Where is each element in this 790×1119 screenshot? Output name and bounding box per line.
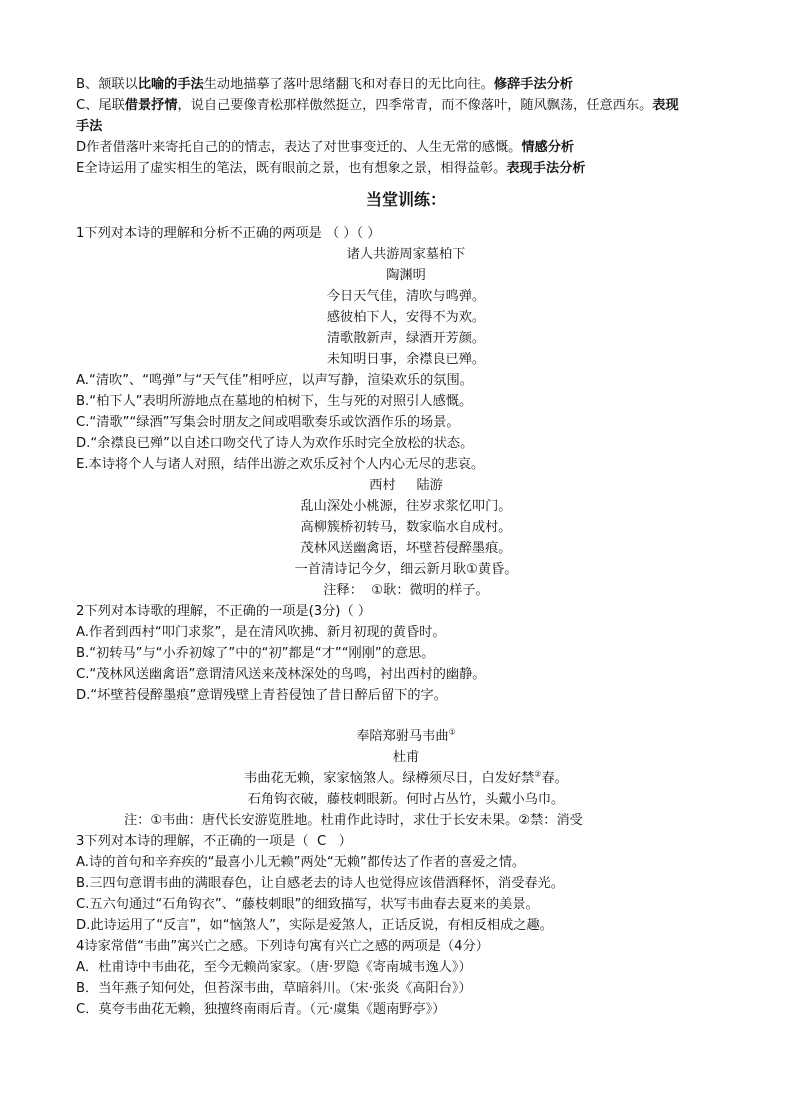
q3-option-c: C.五六句通过“石角钩衣”、“藤枝刺眼”的细致描写，状写韦曲春去夏来的美景。 [76, 897, 539, 912]
poem2-line: 茂林风送幽禽语，坏壁苔侵醉墨痕。 [300, 541, 512, 556]
q2-option-a: A.作者到西村“叩门求浆”，是在清风吹拂、新月初现的黄昏时。 [76, 625, 446, 640]
option-b-text: 生动地描摹了落叶思绪翻飞和对春日的无比向往。 [203, 77, 494, 92]
option-c-prefix: C、尾联 [76, 98, 125, 113]
poem3-author: 杜甫 [392, 750, 420, 765]
option-b-tag: 修辞手法分析 [493, 77, 573, 92]
poem3-line-1a: 韦曲花无赖，家家恼煞人。绿樽须尽日，白发好禁 [244, 771, 535, 786]
q1-poem-line: 清歌散新声，绿酒开芳颜。 [326, 331, 486, 346]
q2-option-b: B.“初转马”与“小乔初嫁了”中的“初”都是“才”“刚刚”的意思。 [76, 646, 435, 661]
q1-option-d: D.“余襟良已殚”以自述口吻交代了诗人为欢作乐时完全放松的状态。 [76, 436, 474, 451]
poem3-line-2: 石角钩衣破，藤枝刺眼新。何时占丛竹，头戴小乌巾。 [247, 792, 565, 807]
q1-poem-author: 陶渊明 [386, 268, 426, 283]
q3-stem: 3下列对本诗的理解，不正确的一项是（ C ） [76, 834, 352, 849]
option-e-tag: 表现手法分析 [506, 161, 586, 176]
q3-option-d: D.此诗运用了“反言”，如“恼煞人”，实际是爱煞人，正话反说，有相反相成之趣。 [76, 918, 553, 933]
option-c-keyword: 借景抒情 [124, 98, 178, 113]
q1-poem-line: 感彼柏下人，安得不为欢。 [326, 310, 486, 325]
option-b [76, 74, 736, 95]
q3-option-b: B.三四句意谓韦曲的满眼春色，让自感老去的诗人也觉得应该借酒释怀，消受春光。 [76, 876, 564, 891]
section-title: 当堂训练： [365, 190, 446, 209]
option-d-tag: 情感分析 [521, 140, 575, 155]
q1-poem-line: 今日天气佳，清吹与鸣弹。 [326, 289, 486, 304]
option-e-text: E全诗运用了虚实相生的笔法，既有眼前之景，也有想象之景，相得益彰。 [76, 161, 507, 176]
poem2-title: 西村 陆游 [369, 478, 443, 493]
poem2-line: 高柳簇桥初转马，数家临水自成村。 [300, 520, 512, 535]
poem3-line-footnote-mark: ② [534, 769, 542, 779]
option-b-keyword: 比喻的手法 [137, 77, 204, 92]
document-page [76, 74, 736, 1020]
q4-stem: 4诗家常借“韦曲”寓兴亡之感。下列诗句寓有兴亡之感的两项是（4分） [76, 939, 489, 954]
option-d [76, 137, 736, 158]
poem3-line-1b: 春。 [541, 771, 568, 786]
q4-option-a: A．杜甫诗中韦曲花，至今无赖尚家家。（唐·罗隐《寄南城韦逸人》） [76, 960, 472, 975]
poem3-title-text: 奉陪郑驸马韦曲 [356, 729, 449, 744]
option-c [76, 95, 736, 116]
poem3-title-footnote-mark: ① [448, 727, 456, 737]
option-c-tag-1: 表现 [652, 98, 679, 113]
option-b-prefix: B、颔联以 [76, 77, 138, 92]
q1-option-c: C.“清歌”“绿酒”写集会时朋友之间或唱歌奏乐或饮酒作乐的场景。 [76, 415, 460, 430]
option-e [76, 158, 736, 179]
q1-option-e: E.本诗将个人与诸人对照，结伴出游之欢乐反衬个人内心无尽的悲哀。 [76, 457, 485, 472]
q4-option-b: B．当年燕子知何处，但苔深韦曲，草暗斜川。（宋·张炎《高阳台》） [76, 981, 472, 996]
q4-option-c: C．莫夸韦曲花无赖，独擅终南雨后青。（元·虞集《题南野亭》） [76, 1002, 446, 1017]
q2-stem: 2下列对本诗歌的理解，不正确的一项是(3分)（ ） [76, 604, 372, 619]
q1-option-a: A.“清吹”、“鸣弹”与“天气佳”相呼应，以声写静，渲染欢乐的氛围。 [76, 373, 473, 388]
poem3-line-1 [76, 768, 736, 789]
q2-option-d: D.“坏壁苔侵醉墨痕”意谓残壁上青苔侵蚀了昔日醉后留下的字。 [76, 688, 447, 703]
q1-poem-line: 未知明日事，余襟良已殚。 [326, 352, 486, 367]
poem2-note: 注释： ①耿：微明的样子。 [323, 583, 489, 598]
q2-option-c: C.“茂林风送幽禽语”意谓清风送来茂林深处的鸟鸣，衬出西村的幽静。 [76, 667, 486, 682]
poem2-line: 乱山深处小桃源，往岁求浆忆叩门。 [300, 499, 512, 514]
q1-option-b: B.“柏下人”表明所游地点在墓地的柏树下，生与死的对照引人感慨。 [76, 394, 473, 409]
option-c-text: ，说自己要像青松那样傲然挺立，四季常青，而不像落叶，随风飘荡，任意西东。 [177, 98, 653, 113]
option-c-tag-2: 手法 [76, 119, 103, 134]
q1-poem-title: 诸人共游周家墓柏下 [346, 247, 466, 262]
q3-option-a: A.诗的首句和辛弃疾的“最喜小儿无赖”两处“无赖”都传达了作者的喜爱之情。 [76, 855, 526, 870]
q1-stem: 1下列对本诗的理解和分析不正确的两项是 （ ）（ ） [76, 226, 381, 241]
poem2-line: 一首清诗记今夕，细云新月耿①黄昏。 [294, 562, 518, 577]
spacer [76, 706, 736, 726]
poem3-note: 注：①韦曲：唐代长安游览胜地。杜甫作此诗时，求仕于长安未果。②禁：消受 [124, 813, 583, 828]
poem3-title [76, 726, 736, 747]
option-d-text: D作者借落叶来寄托自己的的情志，表达了对世事变迁的、人生无常的感慨。 [76, 140, 522, 155]
